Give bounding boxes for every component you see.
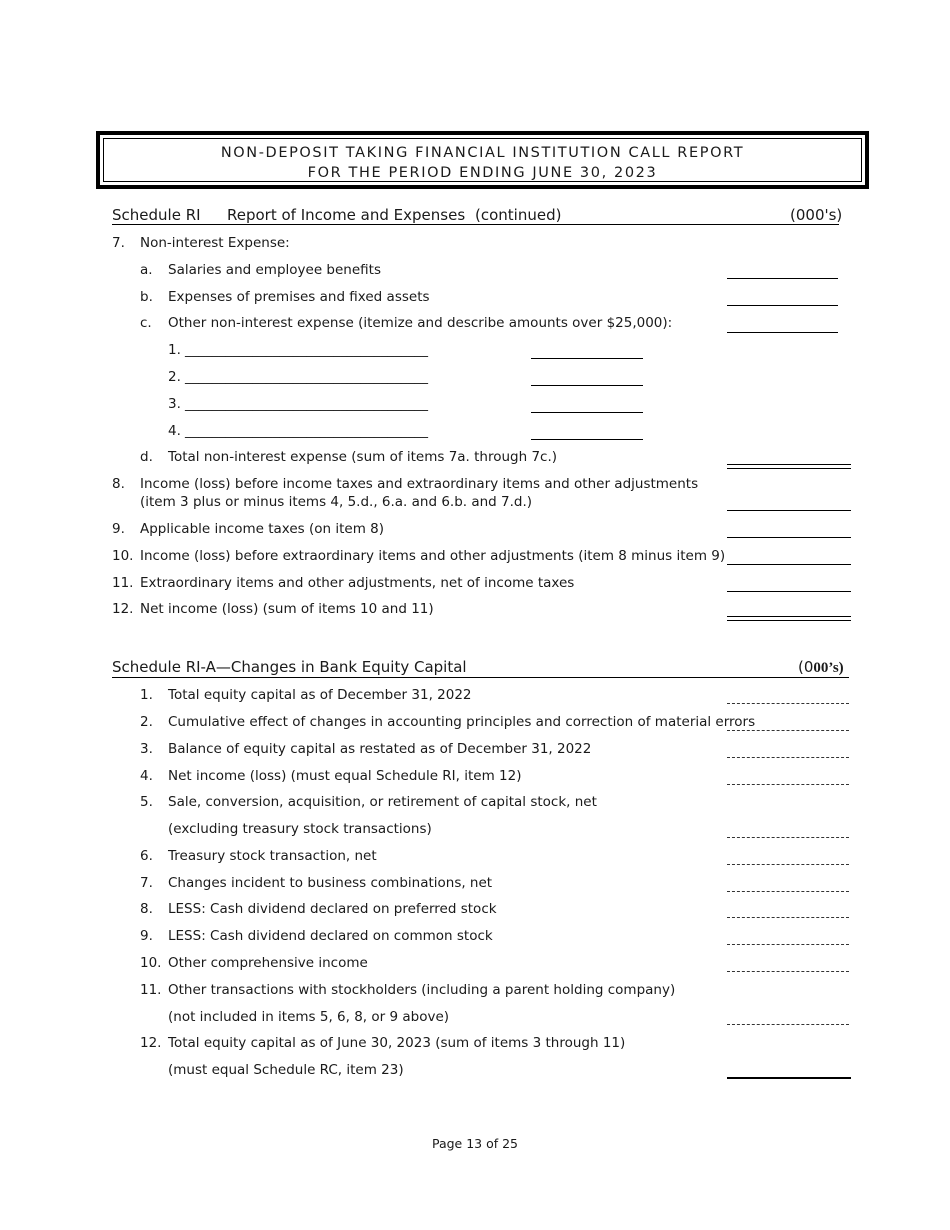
ria-item-4-amount-field[interactable] bbox=[727, 784, 849, 785]
ria-item-2-label: Cumulative effect of changes in accounting principles and correction of material errors bbox=[168, 714, 756, 730]
item-12-total-field[interactable] bbox=[727, 616, 851, 621]
item-number: 8. bbox=[112, 476, 125, 492]
item-number: 5. bbox=[140, 794, 153, 810]
ria-item-10-amount-field[interactable] bbox=[727, 971, 849, 972]
itemized-amount-field[interactable] bbox=[531, 412, 643, 413]
item-number: 11. bbox=[112, 575, 134, 591]
item-number: 11. bbox=[140, 982, 162, 998]
ria-item-1-label: Total equity capital as of December 31, 2022 bbox=[168, 687, 472, 703]
ria-item-12-label: Total equity capital as of June 30, 2023 (sum of items 3 through 11) bbox=[168, 1035, 626, 1051]
ria-item-4-label: Net income (loss) (must equal Schedule RI, item 12) bbox=[168, 768, 522, 784]
item-11-amount-field[interactable] bbox=[727, 591, 851, 592]
itemized-description-field[interactable]: ____________________________________ bbox=[185, 369, 428, 385]
item-letter: a. bbox=[140, 262, 153, 278]
item-number: 10. bbox=[140, 955, 162, 971]
item-12-label: Net income (loss) (sum of items 10 and 11) bbox=[140, 601, 434, 617]
schedule-ria-rule bbox=[112, 677, 849, 678]
item-number: 10. bbox=[112, 548, 134, 564]
item-7-label: Non-interest Expense: bbox=[140, 235, 290, 251]
ria-item-2-amount-field[interactable] bbox=[727, 730, 849, 731]
ria-item-12-sublabel: (must equal Schedule RC, item 23) bbox=[168, 1062, 404, 1078]
schedule-ri-continued: (continued) bbox=[475, 206, 562, 224]
itemized-amount-field[interactable] bbox=[531, 358, 643, 359]
item-7d-label: Total non-interest expense (sum of items 7a. through 7c.) bbox=[168, 449, 558, 465]
schedule-ri-units: (000's) bbox=[790, 206, 843, 224]
ria-item-11-label: Other transactions with stockholders (including a parent holding company) bbox=[168, 982, 676, 998]
item-7b-amount-field[interactable] bbox=[727, 305, 838, 306]
ria-item-11-sublabel: (not included in items 5, 6, 8, or 9 above) bbox=[168, 1009, 450, 1025]
itemized-amount-field[interactable] bbox=[531, 439, 643, 440]
item-number: 12. bbox=[140, 1035, 162, 1051]
itemized-line-number: 3. bbox=[168, 396, 181, 412]
item-number: 9. bbox=[140, 928, 153, 944]
item-7d-total-field[interactable] bbox=[727, 464, 851, 469]
ria-item-11-amount-field[interactable] bbox=[727, 1024, 849, 1025]
ria-item-7-label: Changes incident to business combinations, net bbox=[168, 875, 493, 891]
item-11-label: Extraordinary items and other adjustments, net of income taxes bbox=[140, 575, 575, 591]
ria-item-9-label: LESS: Cash dividend declared on common stock bbox=[168, 928, 493, 944]
report-header-inner bbox=[103, 138, 862, 182]
item-letter: c. bbox=[140, 315, 152, 331]
report-header-box bbox=[96, 131, 869, 189]
item-9-label: Applicable income taxes (on item 8) bbox=[140, 521, 385, 537]
item-8-label: Income (loss) before income taxes and extraordinary items and other adjustments bbox=[140, 476, 699, 492]
ria-item-8-amount-field[interactable] bbox=[727, 917, 849, 918]
report-title: NON-DEPOSIT TAKING FINANCIAL INSTITUTION CALL REPORT bbox=[220, 145, 745, 161]
schedule-ria-units: (000’s) bbox=[798, 658, 844, 676]
report-period: FOR THE PERIOD ENDING JUNE 30, 2023 bbox=[307, 165, 658, 181]
ria-item-6-amount-field[interactable] bbox=[727, 864, 849, 865]
schedule-ri-label: Schedule RI bbox=[112, 206, 201, 224]
item-7a-amount-field[interactable] bbox=[727, 278, 838, 279]
itemized-description-field[interactable]: ____________________________________ bbox=[185, 423, 428, 439]
item-number: 6. bbox=[140, 848, 153, 864]
itemized-description-field[interactable]: ____________________________________ bbox=[185, 396, 428, 412]
item-10-amount-field[interactable] bbox=[727, 564, 851, 565]
ria-item-3-amount-field[interactable] bbox=[727, 757, 849, 758]
item-number: 1. bbox=[140, 687, 153, 703]
item-7a-label: Salaries and employee benefits bbox=[168, 262, 381, 278]
schedule-ri-title: Report of Income and Expenses bbox=[227, 206, 466, 224]
ria-item-9-amount-field[interactable] bbox=[727, 944, 849, 945]
item-7c-label: Other non-interest expense (itemize and describe amounts over $25,000): bbox=[168, 315, 673, 331]
item-number: 12. bbox=[112, 601, 134, 617]
itemized-line-number: 4. bbox=[168, 423, 181, 439]
item-number: 4. bbox=[140, 768, 153, 784]
ria-item-7-amount-field[interactable] bbox=[727, 891, 849, 892]
item-7b-label: Expenses of premises and fixed assets bbox=[168, 289, 430, 305]
itemized-description-field[interactable]: ____________________________________ bbox=[185, 342, 428, 358]
itemized-line-number: 2. bbox=[168, 369, 181, 385]
item-number: 3. bbox=[140, 741, 153, 757]
ria-item-6-label: Treasury stock transaction, net bbox=[168, 848, 377, 864]
item-number: 9. bbox=[112, 521, 125, 537]
item-letter: d. bbox=[140, 449, 153, 465]
ria-item-8-label: LESS: Cash dividend declared on preferred stock bbox=[168, 901, 497, 917]
ria-item-3-label: Balance of equity capital as restated as of December 31, 2022 bbox=[168, 741, 592, 757]
page-number: Page 13 of 25 bbox=[431, 1136, 519, 1151]
item-7c-amount-field[interactable] bbox=[727, 332, 838, 333]
ria-item-10-label: Other comprehensive income bbox=[168, 955, 368, 971]
item-number: 8. bbox=[140, 901, 153, 917]
item-8-sublabel: (item 3 plus or minus items 4, 5.d., 6.a. and 6.b. and 7.d.) bbox=[140, 494, 533, 510]
item-10-label: Income (loss) before extraordinary items and other adjustments (item 8 minus item 9) bbox=[140, 548, 726, 564]
schedule-ri-rule bbox=[112, 224, 839, 225]
item-letter: b. bbox=[140, 289, 153, 305]
ria-item-5-sublabel: (excluding treasury stock transactions) bbox=[168, 821, 432, 837]
item-9-amount-field[interactable] bbox=[727, 537, 851, 538]
ria-item-5-amount-field[interactable] bbox=[727, 837, 849, 838]
schedule-ria-title: Schedule RI-A—Changes in Bank Equity Capital bbox=[112, 658, 467, 676]
ria-item-1-amount-field[interactable] bbox=[727, 703, 849, 704]
item-number: 7. bbox=[140, 875, 153, 891]
item-number: 7. bbox=[112, 235, 125, 251]
ria-item-12-total-field[interactable] bbox=[727, 1077, 851, 1079]
item-number: 2. bbox=[140, 714, 153, 730]
itemized-line-number: 1. bbox=[168, 342, 181, 358]
ria-item-5-label: Sale, conversion, acquisition, or retirement of capital stock, net bbox=[168, 794, 597, 810]
item-8-amount-field[interactable] bbox=[727, 510, 851, 511]
itemized-amount-field[interactable] bbox=[531, 385, 643, 386]
